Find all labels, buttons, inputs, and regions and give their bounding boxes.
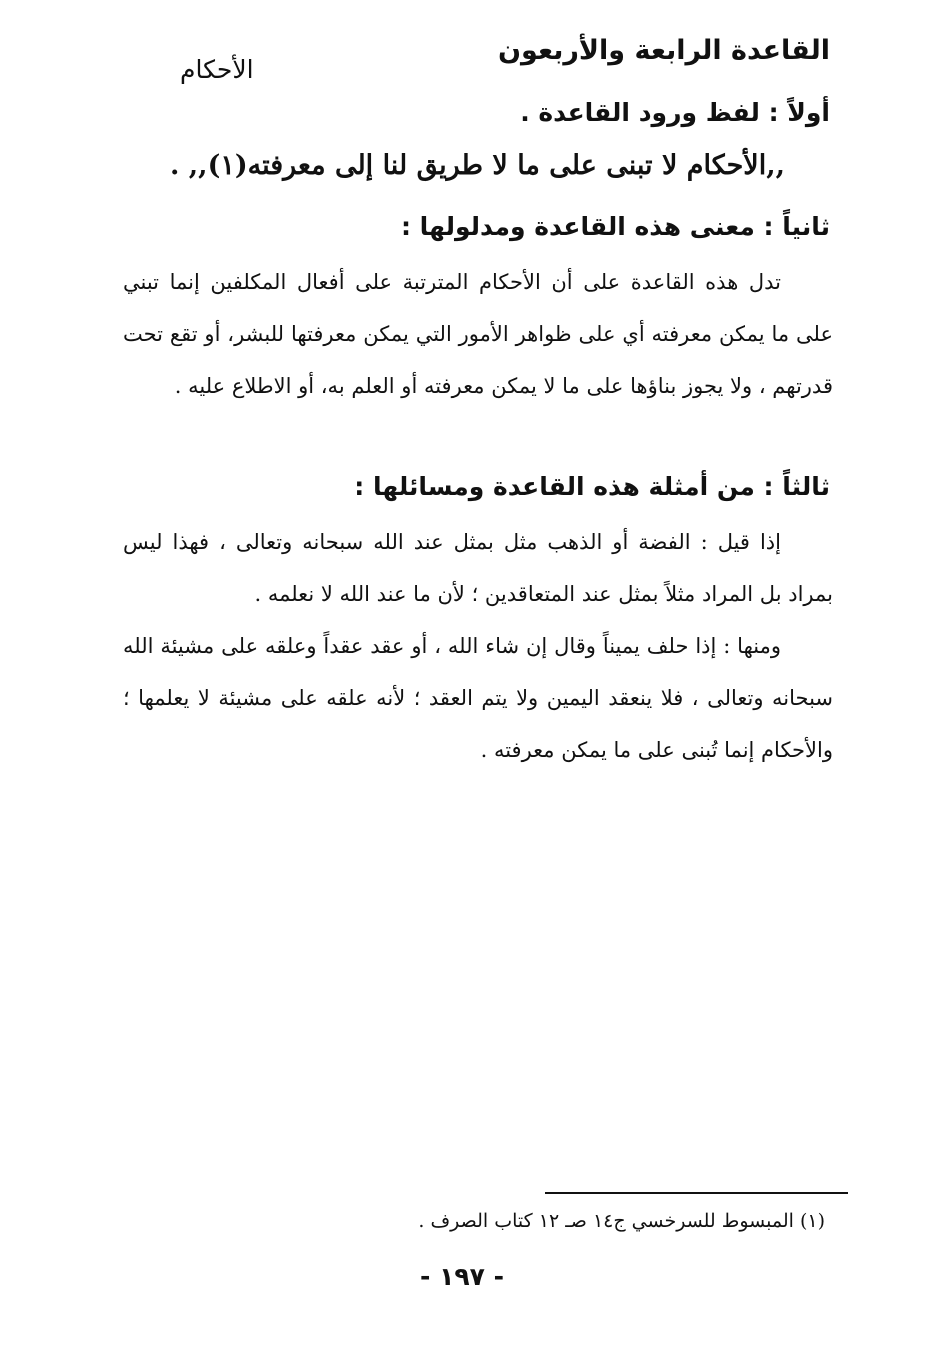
meaning-paragraph: تدل هذه القاعدة على أن الأحكام المترتبة على أفعال المكلفين إنما تبني على ما يمكن معرفته أي على ظواهر الأمور التي يمكن معرفتها للبشر، أو تقع تحت قدرتهم ، ولا يجوز بناؤها على ما لا يمكن معرفته أو العلم به، أو الاطلاع عليه .	[123, 270, 834, 398]
section-heading-1: أولاً : لفظ ورود القاعدة .	[520, 98, 830, 127]
footnote-text: المبسوط للسرخسي ج١٤ صـ ١٢ كتاب الصرف .	[418, 1210, 794, 1232]
section-heading-2: ثانياً : معنى هذه القاعدة ومدلولها :	[400, 212, 830, 241]
rule-title: القاعدة الرابعة والأربعون	[498, 35, 830, 66]
footnote-marker: (١)	[799, 1210, 825, 1232]
footnote-divider	[545, 1192, 848, 1194]
footnote	[418, 1210, 825, 1232]
example-paragraph-1: إذا قيل : الفضة أو الذهب مثل بمثل عند الله سبحانه وتعالى ، فهذا ليس بمراد بل المراد مثلاً بمثل عند المتعاقدين ؛ لأن ما عند الله لا نعلمه .	[123, 530, 833, 606]
example-paragraph-2: ومنها : إذا حلف يميناً وقال إن شاء الله ، أو عقد عقداً وعلقه على مشيئة الله سبحانه وتعالى ، فلا ينعقد اليمين ولا يتم العقد ؛ لأنه علقه على مشيئة لا يعلمها ؛ والأحكام إنما تُبنى على ما يمكن معرفته .	[123, 634, 833, 762]
section-heading-3: ثالثاً : من أمثلة هذه القاعدة ومسائلها :	[354, 472, 830, 501]
rule-quote: ,,الأحكام لا تبنى على ما لا طريق لنا إلى معرفته(١),, .	[169, 150, 785, 181]
page-number: - ١٩٧ -	[420, 1262, 504, 1291]
topic-title: الأحكام	[180, 55, 254, 84]
